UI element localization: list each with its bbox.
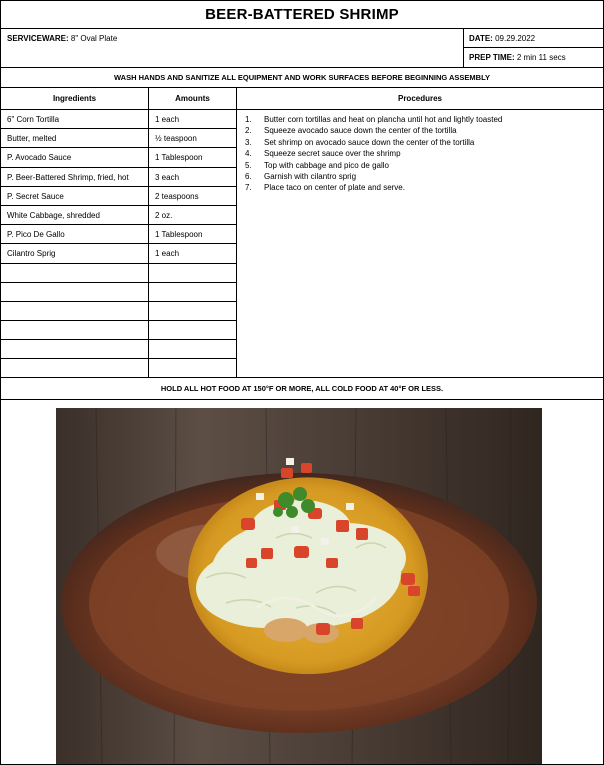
ingredients-column: [1, 110, 149, 378]
amounts-column: [149, 110, 237, 378]
amounts-header: Amounts: [149, 88, 237, 110]
step-text: Garnish with cilantro sprig: [264, 171, 357, 181]
ingredient-name: [1, 321, 148, 340]
table-header-row: [1, 88, 603, 110]
ingredients-header: Ingredients: [1, 88, 149, 110]
ingredient-name: [1, 340, 148, 359]
ingredient-amount: 1 each: [149, 244, 236, 263]
ingredient-name: P. Secret Sauce: [1, 187, 148, 206]
wash-notice: WASH HANDS AND SANITIZE ALL EQUIPMENT AND WORK SURFACES BEFORE BEGINNING ASSEMBLY: [1, 68, 603, 88]
recipe-table: [1, 110, 603, 378]
procedures-column: [237, 110, 603, 194]
step-text: Set shrimp on avocado sauce down the center of the tortilla: [264, 137, 475, 147]
ingredient-amount: [149, 264, 236, 283]
ingredient-name: [1, 302, 148, 321]
ingredient-amount: 2 teaspoons: [149, 187, 236, 206]
procedure-step: [245, 125, 603, 136]
step-number: 5.: [245, 160, 252, 170]
ingredient-amount: [149, 340, 236, 359]
meta-cell: [464, 29, 603, 68]
ingredient-name: 6" Corn Tortilla: [1, 110, 148, 129]
ingredient-name: P. Avocado Sauce: [1, 148, 148, 167]
procedure-step: [245, 137, 603, 148]
ingredient-name: [1, 264, 148, 283]
ingredient-amount: 3 each: [149, 168, 236, 187]
prep-time-label: PREP TIME:: [469, 53, 515, 62]
step-number: 6.: [245, 171, 252, 181]
procedure-list: [237, 110, 603, 194]
taco-photo: [56, 408, 542, 764]
procedure-step: [245, 114, 603, 125]
step-text: Top with cabbage and pico de gallo: [264, 160, 389, 170]
ingredient-amount: ½ teaspoon: [149, 129, 236, 148]
procedure-step: [245, 182, 603, 193]
ingredient-amount: 1 each: [149, 110, 236, 129]
step-text: Place taco on center of plate and serve.: [264, 183, 405, 193]
procedure-step: [245, 148, 603, 159]
ingredient-amount: [149, 359, 236, 378]
serviceware-cell: [1, 29, 464, 68]
ingredient-amount: [149, 321, 236, 340]
procedures-header: Procedures: [397, 94, 443, 103]
date-value: 09.29.2022: [495, 34, 536, 43]
ingredient-amount: [149, 302, 236, 321]
ingredient-name: White Cabbage, shredded: [1, 206, 148, 225]
step-text: Squeeze secret sauce over the shrimp: [264, 149, 401, 159]
step-text: Butter corn tortillas and heat on plancha until hot and lightly toasted: [264, 115, 503, 124]
serviceware-label: SERVICEWARE:: [7, 34, 69, 43]
ingredient-name: Butter, melted: [1, 129, 148, 148]
ingredient-name: [1, 359, 148, 378]
ingredient-name: P. Beer-Battered Shrimp, fried, hot: [1, 168, 148, 187]
procedure-step: [245, 171, 603, 182]
ingredient-amount: 1 Tablespoon: [149, 225, 236, 244]
ingredient-amount: [149, 283, 236, 302]
step-number: 1.: [245, 115, 252, 124]
step-number: 4.: [245, 149, 252, 159]
recipe-title: BEER-BATTERED SHRIMP: [1, 1, 603, 29]
ingredient-name: [1, 283, 148, 302]
step-number: 7.: [245, 183, 252, 193]
step-text: Squeeze avocado sauce down the center of the tortilla: [264, 126, 457, 136]
ingredient-amount: 2 oz.: [149, 206, 236, 225]
step-number: 2.: [245, 126, 252, 136]
date-label: DATE:: [469, 34, 493, 43]
prep-time-value: 2 min 11 secs: [516, 53, 566, 62]
info-row: [1, 29, 603, 68]
step-number: 3.: [245, 137, 252, 147]
ingredient-amount: 1 Tablespoon: [149, 148, 236, 167]
ingredient-name: P. Pico De Gallo: [1, 225, 148, 244]
hold-notice: HOLD ALL HOT FOOD AT 150°F OR MORE, ALL COLD FOOD AT 40°F OR LESS.: [1, 378, 603, 400]
serviceware-value: 8" Oval Plate: [70, 34, 118, 43]
procedure-step: [245, 160, 603, 171]
ingredient-name: Cilantro Sprig: [1, 244, 148, 263]
